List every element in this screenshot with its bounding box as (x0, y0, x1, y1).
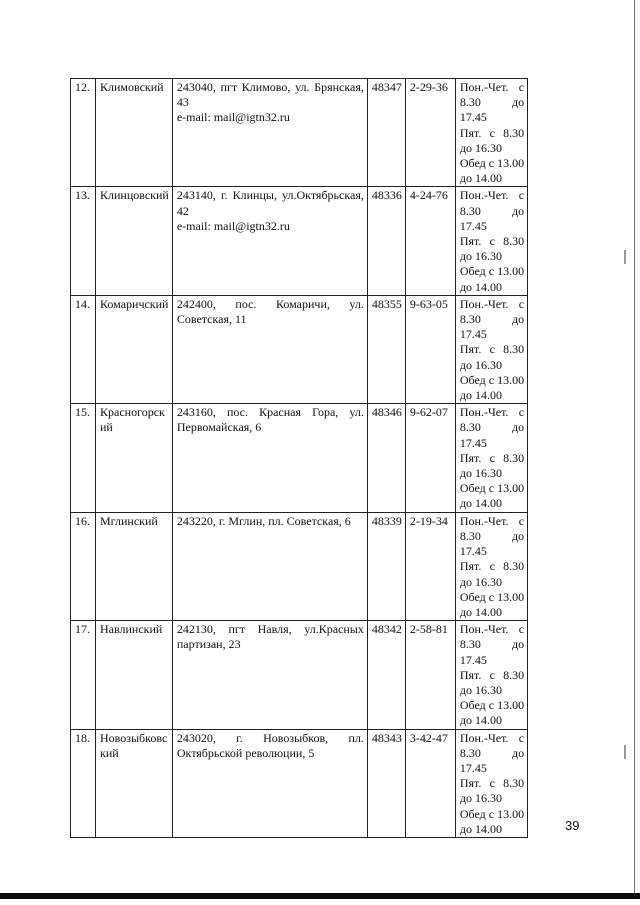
hours-line: Обед с 13.00 (459, 806, 525, 821)
phone-number: 9-63-05 (405, 295, 455, 403)
district-line: Навлинский (100, 622, 163, 637)
hours-line: Пят. с 8.30 (459, 776, 525, 791)
hours-line: Пон.-Чет. с (459, 730, 525, 745)
hours-line: 8.30 до (459, 745, 525, 760)
hours-line: до 16.30 (459, 682, 502, 697)
working-hours (455, 295, 527, 403)
table-row (71, 187, 528, 295)
phone-code: 48347 (367, 79, 405, 187)
hours-line: Пон.-Чет. с (459, 188, 525, 203)
address-line: Октябрьской революции, 5 (176, 745, 315, 760)
hours-line: 17.45 (459, 760, 487, 775)
scan-edge-mark (624, 250, 626, 264)
row-number: 17. (71, 621, 96, 729)
phone-code: 48355 (367, 295, 405, 403)
hours-line: 8.30 до (459, 312, 525, 327)
district-line: Новозыбковс (100, 730, 168, 745)
table-row (71, 621, 528, 729)
address-line: партизан, 23 (176, 637, 241, 652)
working-hours (455, 512, 527, 620)
hours-line: Обед с 13.00 (459, 481, 525, 496)
address-line: 42 (176, 203, 189, 218)
district-line: Мглинский (100, 513, 158, 528)
hours-line: Обед с 13.00 (459, 589, 525, 604)
address-line: Советская, 11 (176, 312, 247, 327)
district-line: Клинцовский (100, 188, 169, 203)
hours-line: до 16.30 (459, 466, 502, 481)
table-row (71, 295, 528, 403)
email-line: e-mail: mail@igtn32.ru (176, 110, 290, 125)
table-row (71, 79, 528, 187)
hours-line: до 16.30 (459, 574, 502, 589)
address (172, 295, 367, 403)
district-name (96, 621, 173, 729)
phone-number: 2-29-36 (405, 79, 455, 187)
hours-line: Обед с 13.00 (459, 156, 525, 171)
hours-line: до 16.30 (459, 791, 502, 806)
hours-line: 8.30 до (459, 528, 525, 543)
phone-number: 9-62-07 (405, 404, 455, 512)
row-number: 14. (71, 295, 96, 403)
working-hours (455, 79, 527, 187)
hours-line: до 14.00 (459, 496, 502, 511)
phone-code: 48346 (367, 404, 405, 512)
hours-line: Пят. с 8.30 (459, 125, 525, 140)
hours-line: 8.30 до (459, 420, 525, 435)
scan-bottom-rule (0, 893, 640, 899)
working-hours (455, 621, 527, 729)
district-name (96, 79, 173, 187)
hours-line: до 14.00 (459, 713, 502, 728)
hours-line: до 14.00 (459, 604, 502, 619)
hours-line: 17.45 (459, 110, 487, 125)
institutions-table (70, 78, 528, 838)
hours-line: до 16.30 (459, 357, 502, 372)
hours-line: Пон.-Чет. с (459, 296, 525, 311)
hours-line: Пят. с 8.30 (459, 667, 525, 682)
hours-line: Пят. с 8.30 (459, 342, 525, 357)
page-number: 39 (565, 818, 580, 833)
hours-line: Пон.-Чет. с (459, 80, 525, 94)
district-name (96, 729, 173, 837)
table-row (71, 729, 528, 837)
hours-line: Пон.-Чет. с (459, 622, 525, 637)
hours-line: 17.45 (459, 435, 487, 450)
address-line: 242130, пгт Навля, ул.Красных (176, 622, 364, 637)
district-line: Красногорск (100, 405, 165, 420)
address (172, 187, 367, 295)
address-line: 243160, пос. Красная Гора, ул. (176, 405, 364, 420)
scan-edge-mark (624, 745, 626, 759)
hours-line: Обед с 13.00 (459, 698, 525, 713)
district-name (96, 187, 173, 295)
working-hours (455, 187, 527, 295)
phone-number: 4-24-76 (405, 187, 455, 295)
working-hours (455, 404, 527, 512)
address (172, 404, 367, 512)
hours-line: Обед с 13.00 (459, 372, 525, 387)
hours-line: Обед с 13.00 (459, 264, 525, 279)
phone-number: 2-19-34 (405, 512, 455, 620)
row-number: 18. (71, 729, 96, 837)
district-line: Комаричский (100, 296, 169, 311)
district-name (96, 295, 173, 403)
scan-right-edge (634, 0, 635, 893)
district-line: кий (100, 745, 119, 760)
hours-line: Пон.-Чет. с (459, 405, 525, 420)
address (172, 79, 367, 187)
district-line: ий (100, 420, 113, 435)
address-line: 43 (176, 95, 189, 110)
row-number: 12. (71, 79, 96, 187)
phone-code: 48343 (367, 729, 405, 837)
address-line: Первомайская, 6 (176, 420, 262, 435)
hours-line: до 16.30 (459, 140, 502, 155)
hours-line: Пят. с 8.30 (459, 450, 525, 465)
phone-code: 48339 (367, 512, 405, 620)
table-row (71, 404, 528, 512)
district-name (96, 404, 173, 512)
working-hours (455, 729, 527, 837)
hours-line: до 14.00 (459, 821, 502, 836)
address-line: 243020, г. Новозыбков, пл. (176, 730, 364, 745)
hours-line: 17.45 (459, 652, 487, 667)
hours-line: 8.30 до (459, 637, 525, 652)
address-line: 242400, пос. Комаричи, ул. (176, 296, 364, 311)
row-number: 13. (71, 187, 96, 295)
address-line: 243220, г. Мглин, пл. Советская, 6 (176, 513, 351, 528)
hours-line: 17.45 (459, 327, 487, 342)
table-body (71, 79, 528, 838)
address-line: 243040, пгт Климово, ул. Брянская, (176, 80, 364, 94)
hours-line: до 14.00 (459, 279, 502, 294)
table-row (71, 512, 528, 620)
district-name (96, 512, 173, 620)
hours-line: до 14.00 (459, 388, 502, 403)
hours-line: Пон.-Чет. с (459, 513, 525, 528)
email-line: e-mail: mail@igtn32.ru (176, 218, 290, 233)
hours-line: до 14.00 (459, 171, 502, 186)
hours-line: 17.45 (459, 218, 487, 233)
address (172, 621, 367, 729)
hours-line: 8.30 до (459, 95, 525, 110)
phone-number: 2-58-81 (405, 621, 455, 729)
address-line: 243140, г. Клинцы, ул.Октябрьская, (176, 188, 364, 203)
phone-code: 48336 (367, 187, 405, 295)
hours-line: до 16.30 (459, 249, 502, 264)
hours-line: Пят. с 8.30 (459, 234, 525, 249)
phone-number: 3-42-47 (405, 729, 455, 837)
phone-code: 48342 (367, 621, 405, 729)
address (172, 729, 367, 837)
row-number: 15. (71, 404, 96, 512)
hours-line: 8.30 до (459, 203, 525, 218)
address (172, 512, 367, 620)
hours-line: 17.45 (459, 544, 487, 559)
district-line: Климовский (100, 80, 164, 94)
row-number: 16. (71, 512, 96, 620)
hours-line: Пят. с 8.30 (459, 559, 525, 574)
